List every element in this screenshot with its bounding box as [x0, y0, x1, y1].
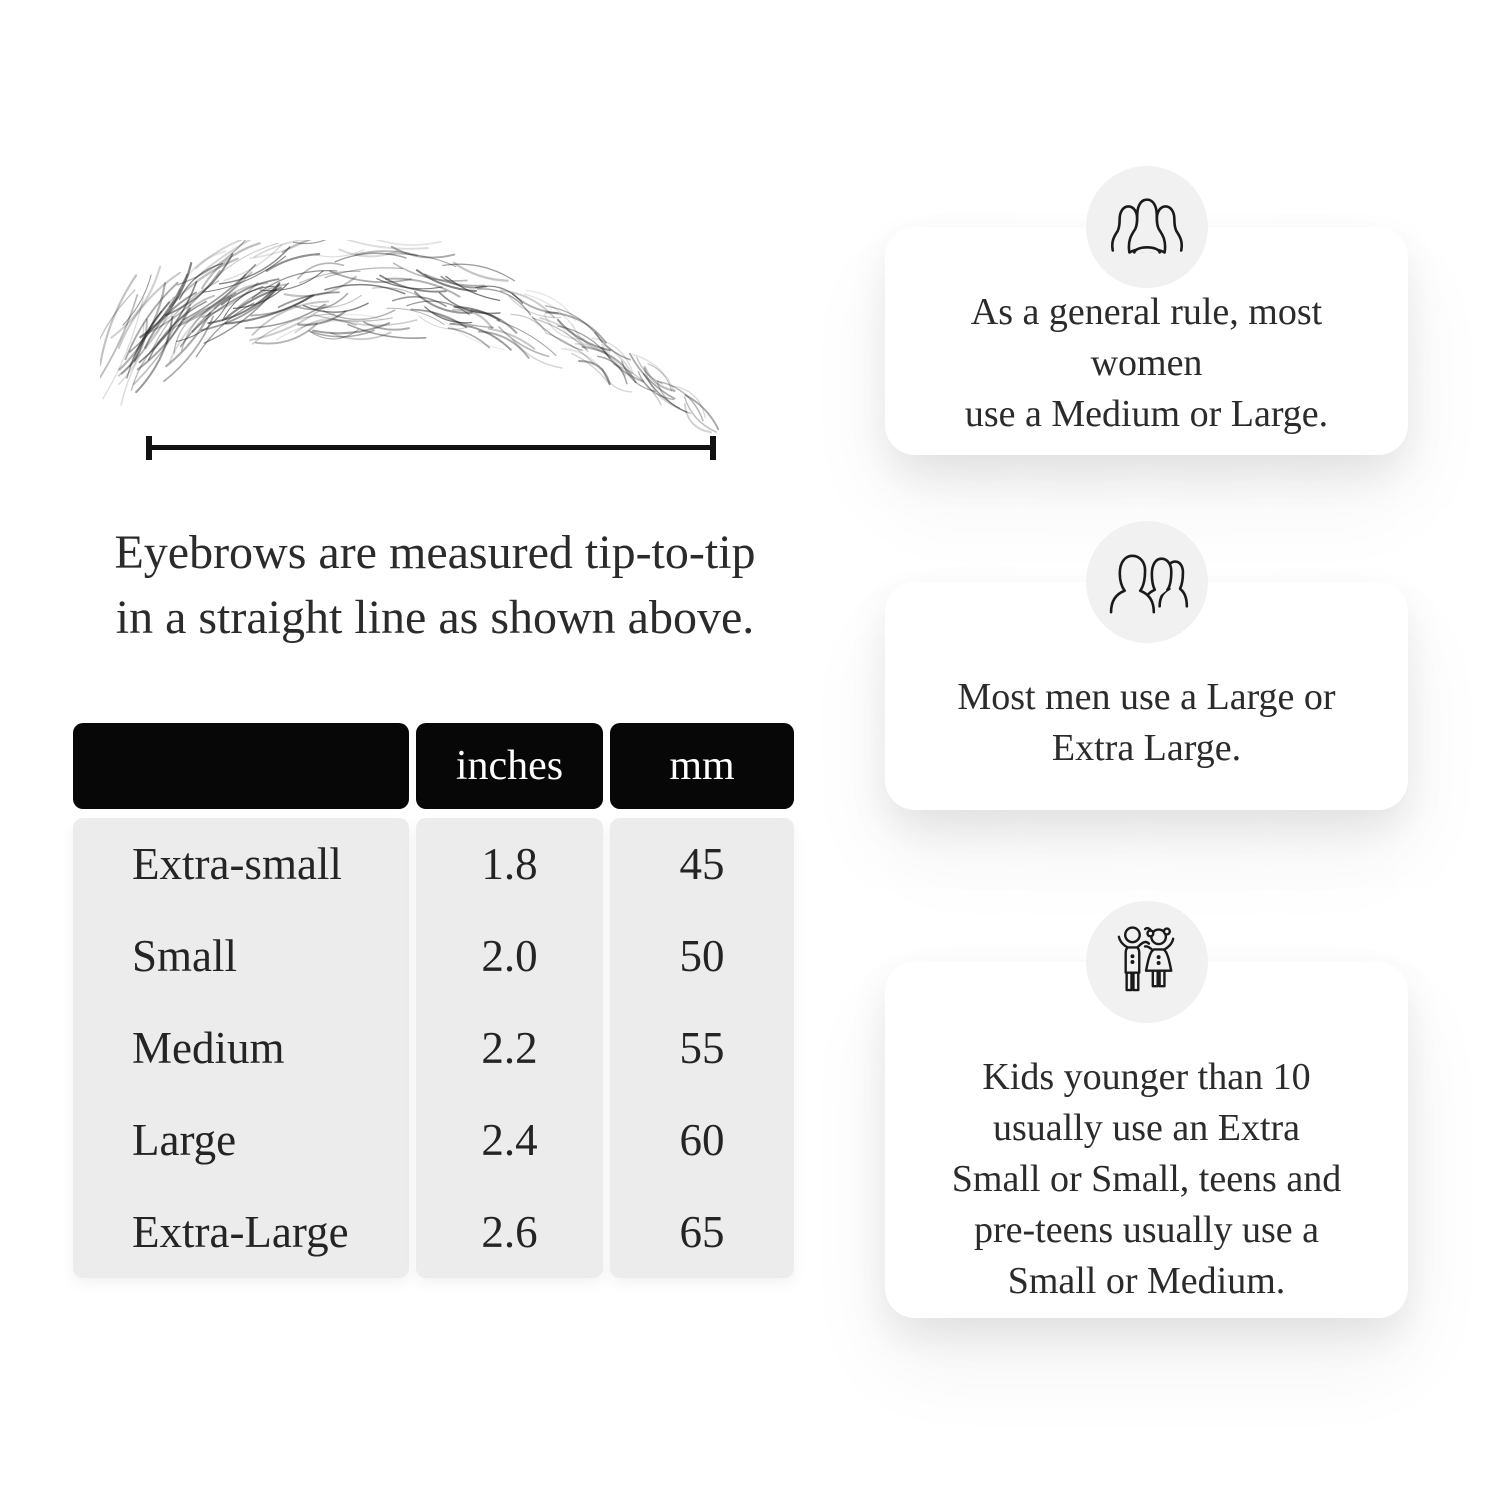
men-icon-circle: [1086, 521, 1208, 643]
table-column-sizes: [73, 818, 409, 1278]
text-line: As a general rule, most women: [970, 290, 1323, 384]
text-line: use a Medium or Large.: [964, 392, 1329, 435]
text-line: Most men use a Large or: [957, 676, 1336, 718]
table-cell-size: Extra-Large: [132, 1207, 349, 1257]
table-column-inches: [416, 818, 603, 1278]
table-cell-size: Extra-small: [132, 839, 342, 889]
text-line: Small or Small, teens and: [951, 1157, 1342, 1200]
measurement-caption: [85, 520, 785, 650]
kids-icon: [1116, 924, 1178, 1000]
table-cell-mm: 50: [679, 931, 725, 981]
table-cell-size: Large: [132, 1115, 237, 1165]
measurement-line-bar: [152, 445, 710, 450]
women-group-icon: [1104, 195, 1190, 259]
table-column-mm: [610, 818, 794, 1278]
text-line: in a straight line as shown above.: [115, 591, 755, 644]
table-cell-mm: 55: [679, 1023, 725, 1073]
table-cell-mm: 45: [679, 839, 725, 889]
men-group-icon: [1105, 548, 1189, 616]
text-line: Eyebrows are measured tip-to-tip: [114, 526, 756, 579]
card-kids-text: [917, 1052, 1377, 1307]
table-cell-size: Medium: [132, 1023, 285, 1073]
table-cell-mm: 65: [679, 1207, 725, 1257]
table-cell-inches: 2.6: [481, 1207, 538, 1257]
card-women: [885, 227, 1408, 455]
card-kids: [885, 962, 1408, 1318]
size-table: [73, 723, 794, 1278]
card-men-text: [917, 672, 1377, 774]
measurement-line: [146, 436, 716, 460]
table-cell-inches: 2.4: [481, 1115, 538, 1165]
text-line: Kids younger than 10: [982, 1055, 1311, 1098]
table-cell-mm: 60: [679, 1115, 725, 1165]
women-icon-circle: [1086, 166, 1208, 288]
card-men: [885, 582, 1408, 810]
text-line: pre-teens usually use a: [973, 1208, 1320, 1251]
table-header-size-blank: [73, 723, 409, 809]
table-header-inches: inches: [416, 723, 603, 809]
card-women-text: [917, 287, 1377, 440]
table-cell-inches: 2.2: [481, 1023, 538, 1073]
table-cell-inches: 1.8: [481, 839, 538, 889]
table-cell-size: Small: [132, 931, 238, 981]
table-cell-inches: 2.0: [481, 931, 538, 981]
kids-icon-circle: [1086, 901, 1208, 1023]
table-header-mm: mm: [610, 723, 794, 809]
text-line: Small or Medium.: [1007, 1259, 1286, 1302]
text-line: usually use an Extra: [992, 1106, 1301, 1149]
text-line: Extra Large.: [1051, 727, 1242, 769]
eyebrow-illustration: [100, 240, 740, 450]
